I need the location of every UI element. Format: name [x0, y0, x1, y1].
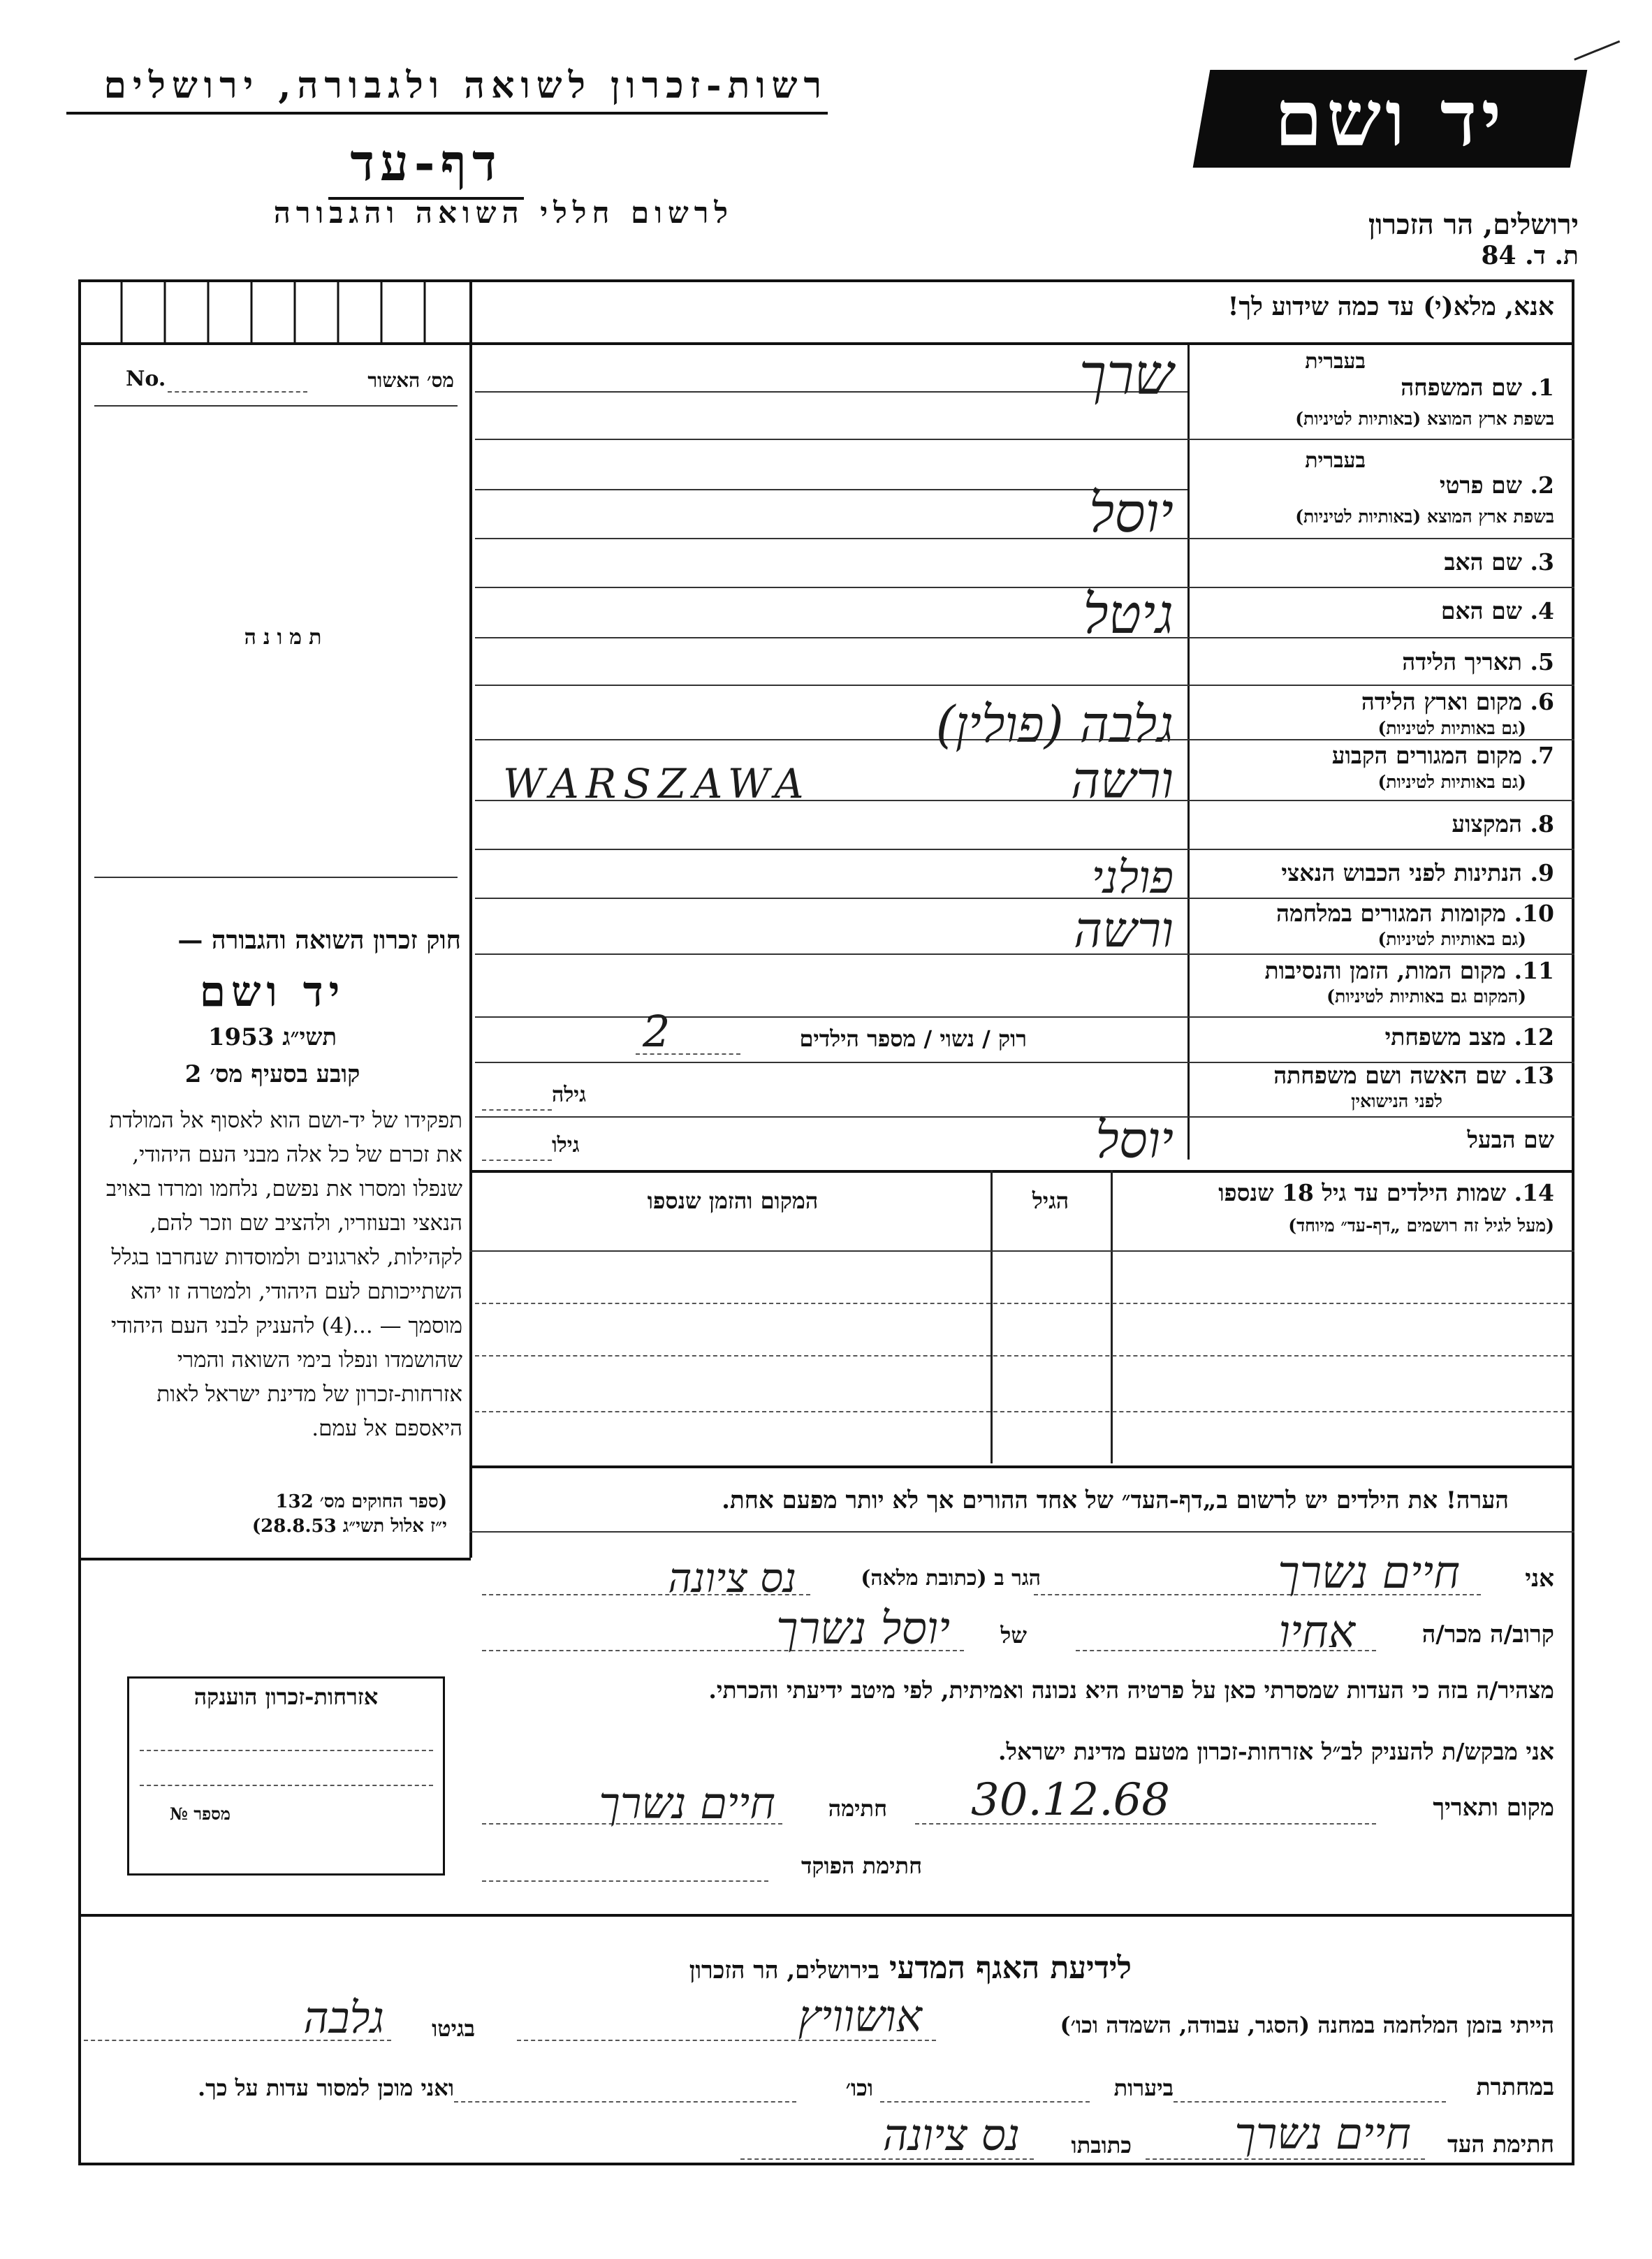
children-row-2 [475, 1355, 1572, 1357]
approval-no-line [168, 391, 307, 393]
field-3-text: שם האב [1444, 548, 1523, 576]
field-8-text: המקצוע [1452, 810, 1523, 838]
field-6-num: 6. [1530, 688, 1554, 715]
law-text: תפקידו של יד-ושם הוא לאסוף אל המולדת את זכרם של כל אלה מבני העם היהודי, שנפלו ומסרו את נפשם, נלחמו ומרדו באויב הנאצי ובעוזריו, ולהציב שם וזכר להם, לקהילות, לארגונים ולמוסדות שנחרבו בגלל השתייכותם לעם היהודי, ולמטרה זו יהא מוסמך — ...(4) להעניק לבני העם היהודי שהושמדו ונפלו בימי השואה והמרי אזרחות-זכרון של מדינת ישראל לאות היאספם אל עמם. [105, 1108, 462, 1441]
field-10-note: (גם באותיות לטיניות) [1377, 929, 1526, 949]
archives-witness-sig-label: חתימת העד [1447, 2130, 1554, 2158]
archives-line1-prefix: הייתי בזמן המלחמה במחנה (הסגר, עבודה, השמדה וכו׳) [1060, 2012, 1554, 2038]
archives-top [78, 1914, 1574, 1917]
field-1-text: שם המשפחה [1401, 374, 1523, 401]
field-9-value: פולני [1091, 852, 1174, 904]
field-5-num: 5. [1530, 648, 1554, 675]
archives-camp: אושוויץ [798, 1991, 922, 2042]
citizenship-title: אזרחות-זכרון הוענקה [193, 1683, 379, 1710]
law-title: חוק זכרון השואה והגבורה — [177, 926, 461, 955]
decl-place-date-label: מקום ותאריך [1433, 1794, 1554, 1822]
decl-date: 30.12.68 [971, 1774, 1170, 1826]
left-column-divider [469, 279, 472, 1558]
field-5-text: תאריך הלידה [1402, 648, 1523, 675]
wife-age-label: גילה [552, 1083, 587, 1107]
decl-address: נס ציונה [668, 1554, 796, 1602]
field-5-bottom [1187, 685, 1574, 686]
decl-witness-name: חיים נשרך [1278, 1547, 1460, 1599]
decl-signature: חיים נשרך [599, 1778, 775, 1829]
decl-of-label: של [1000, 1622, 1027, 1648]
field-4-num: 4. [1530, 597, 1554, 624]
value-rule-12 [475, 1062, 1187, 1063]
archives-title: לידיעת האגף המדעי [889, 1950, 1132, 1986]
field-12-text: מצב משפחתי [1384, 1023, 1507, 1051]
children-note: (מעל לגיל זה רושמים „דף-עד״ מיוחד) [1288, 1215, 1554, 1236]
archives-address: נס ציונה [882, 2110, 1020, 2161]
children-num: 14. [1514, 1179, 1554, 1206]
field-3-label [1445, 548, 1555, 576]
field-9-text: הנתינות לפני הכבוש הנאצי [1281, 859, 1523, 886]
archives-forest-label: ביערות [1113, 2075, 1174, 2101]
field-1-note: בשפת ארץ המוצא (באותיות לטיניות) [1295, 409, 1554, 429]
children-row-1 [475, 1303, 1572, 1304]
field-8-bottom [1187, 849, 1574, 850]
value-rule-11 [475, 1016, 1187, 1018]
field-4-text: שם האם [1440, 597, 1523, 624]
decl-official-line [482, 1880, 768, 1882]
law-box-bottom [78, 1558, 471, 1560]
field-10-bottom [1187, 953, 1574, 955]
field-6-text: מקום וארץ הלידה [1361, 688, 1523, 715]
law-name: יד ושם [199, 967, 346, 1016]
decl-ani: אני [1525, 1565, 1554, 1593]
value-rule-1b [475, 439, 1187, 440]
archives-underground-label: במחתרת [1476, 2073, 1554, 2100]
field-11-num: 11. [1514, 957, 1554, 984]
label-column-divider [1187, 342, 1190, 1160]
pen-mark-icon [1574, 41, 1625, 74]
law-clause: קובע בסעיף מס׳ 2 [184, 1060, 360, 1088]
field-7-bottom [1187, 800, 1574, 801]
authority-underline [66, 112, 828, 115]
field-10-num: 10. [1514, 900, 1554, 927]
decl-official-label: חתימת הפוקד [801, 1852, 922, 1879]
children-age-divider-left [991, 1170, 993, 1463]
archives-etc-line [454, 2101, 796, 2103]
citizenship-num-label: מספר № [169, 1804, 231, 1824]
archives-address-label: כתובתו [1071, 2132, 1132, 2158]
field-1-bottom [1187, 439, 1574, 440]
approval-underline [94, 405, 458, 407]
field-1-num: 1. [1530, 374, 1554, 401]
field-10-value: ורשה [1074, 901, 1174, 958]
citizenship-line-2 [140, 1785, 433, 1786]
value-rule-5 [475, 685, 1187, 686]
field-6-label [1361, 688, 1554, 716]
field-13-num: 13. [1514, 1062, 1554, 1089]
field-2-lang-tag: בעברית [1305, 448, 1366, 473]
field-7-latin-value: WARSZAWA [503, 760, 811, 807]
archives-ready-text: ואני מוכן למסור עדות על כך. [197, 2075, 454, 2101]
field-8-num: 8. [1530, 810, 1554, 838]
field-7-num: 7. [1530, 742, 1554, 769]
archives-etc-label: וכו׳ [845, 2075, 873, 2101]
children-col-place: המקום והזמן שנספו [647, 1187, 819, 1214]
husband-age-label: גילו [552, 1133, 580, 1157]
field-6-bottom [1187, 739, 1574, 740]
children-label [1218, 1179, 1554, 1207]
logo-text: יד ושם [1274, 73, 1506, 163]
field-1-value: שרך [1079, 342, 1174, 407]
intro-text: אנא, מלא(י) עד כמה שידוע לך! [1227, 292, 1554, 321]
decl-signature-label: חתימה [828, 1795, 887, 1822]
children-text: שמות הילדים עד גיל 18 שנספו [1218, 1179, 1507, 1206]
note-line: הערה! את הילדים יש לרשום ב„דף-העד״ של אחד ההורים אך לא יותר מפעם אחת. [722, 1486, 1509, 1514]
field-11-text: מקום המות, הזמן והנסיבות [1264, 957, 1507, 984]
citizenship-line-1 [140, 1750, 433, 1751]
field-13-note: לפני הנישואין [1351, 1091, 1442, 1111]
field-1-label [1401, 374, 1554, 402]
field-6-value: גלבה (פולין) [935, 695, 1174, 754]
field-1-lang-tag: בעברית [1305, 349, 1366, 374]
archives-title-rest: בירושלים, הר הזכרון [689, 1957, 879, 1984]
field-2-bottom [1187, 538, 1574, 539]
law-year: תשי״ג 1953 [207, 1023, 337, 1051]
law-source-1: (ספר החוקים מס׳ 132 [275, 1491, 447, 1512]
field-10-text: מקומות המגורים במלחמה [1275, 900, 1507, 927]
field-13-bottom [1187, 1116, 1574, 1118]
field-2-text: שם פרטי [1439, 471, 1523, 499]
field-12-label [1385, 1023, 1554, 1051]
children-row-3 [475, 1411, 1572, 1412]
children-header-bottom [469, 1250, 1574, 1252]
field-4-value: גיטל [1083, 583, 1174, 646]
husband-age-line [482, 1160, 552, 1161]
husband-value: יוסל [1095, 1111, 1174, 1169]
field-7-text: מקום המגורים הקבוע [1331, 742, 1523, 769]
decl-victim-name: יוסל נשרך [776, 1603, 950, 1655]
field-11-note: (המקום גם באותיות לטיניות) [1326, 986, 1526, 1007]
field-12-value: 2 [643, 1006, 671, 1057]
value-rule-8 [475, 849, 1187, 850]
archives-title-line [517, 1950, 1132, 1986]
field-11-bottom [1187, 1016, 1574, 1018]
field-13-text: שם האשה ושם משפחתה [1273, 1062, 1507, 1089]
authority-title: רשות-זכרון לשואה ולגבורה, ירושלים [103, 64, 828, 107]
wife-age-line [482, 1109, 552, 1111]
field-3-num: 3. [1530, 548, 1554, 576]
address-line-1: ירושלים, הר הזכרון [1368, 208, 1579, 241]
photo-area-bottom [94, 877, 458, 878]
field-8-label [1452, 810, 1554, 838]
children-col-age: הגיל [1032, 1187, 1069, 1214]
decl-request-text: אני מבקש/ת להעניק לב״ל אזרחות-זכרון מטעם מדינת ישראל. [998, 1738, 1554, 1765]
field-2-value: יוסל [1088, 482, 1174, 545]
code-boxes [78, 279, 469, 342]
form-subtitle: לרשום חללי השואה והגבורה [273, 196, 733, 230]
field-7-value: ורשה [1071, 751, 1174, 810]
field-4-bottom [1187, 637, 1574, 638]
archives-forest-line [880, 2101, 1090, 2103]
approval-label: מס׳ האשור [367, 369, 454, 392]
field-3-bottom [1187, 587, 1574, 588]
husband-label: שם הבעל [1467, 1126, 1554, 1153]
field-6-note: (גם באותיות לטיניות) [1377, 718, 1526, 738]
field-4-label [1441, 597, 1554, 625]
archives-underground-line [1174, 2101, 1446, 2103]
approval-no-label: No. [126, 367, 166, 391]
code-boxes-grid [78, 279, 469, 342]
field-9-num: 9. [1530, 859, 1554, 886]
archives-witness-sig: חיים נשרך [1234, 2108, 1411, 2159]
field-13-label [1273, 1062, 1554, 1090]
field-2-label [1440, 471, 1554, 499]
field-9-label [1281, 859, 1554, 887]
address-line-2: ת. ד. 84 [1481, 241, 1579, 270]
decl-relative-label: קרוב/ה מכר/ה [1421, 1621, 1554, 1648]
children-age-divider-right [1111, 1170, 1113, 1463]
archives-ghetto: גלבה [303, 1992, 384, 2043]
note-bottom [469, 1531, 1574, 1533]
decl-lives-label: הגר ב (כתובת מלאה) [861, 1566, 1041, 1591]
photo-label: תמונה [244, 625, 329, 650]
children-bottom [469, 1465, 1574, 1468]
field-2-note: בשפת ארץ המוצא (באותיות לטיניות) [1295, 506, 1554, 527]
decl-declare-text: מצהיר/ה בזה כי העדות שמסרתי כאן על פרטיה היא נכונה ואמיתית, לפי מיטב ידיעתי והכרתי. [708, 1676, 1554, 1704]
field-5-label [1402, 648, 1554, 676]
frame-row-intro [78, 342, 1574, 345]
field-7-note: (גם באותיות לטיניות) [1377, 772, 1526, 792]
field-2-num: 2. [1530, 471, 1554, 499]
field-10-label [1276, 900, 1554, 928]
field-12-num: 12. [1514, 1023, 1554, 1051]
decl-relation: אחיו [1278, 1607, 1355, 1658]
form-title: דף-עד [350, 133, 502, 192]
field-7-label [1332, 742, 1554, 770]
field-12-inline-label: רוק / נשוי / מספר הילדים [799, 1025, 1027, 1052]
law-source-2: י״ז אלול תשי״ג 28.8.53) [251, 1516, 447, 1537]
field-11-label [1265, 957, 1554, 985]
field-9-bottom [1187, 898, 1574, 899]
archives-ghetto-label: בגיטו [432, 2015, 475, 2042]
children-top [469, 1170, 1574, 1173]
